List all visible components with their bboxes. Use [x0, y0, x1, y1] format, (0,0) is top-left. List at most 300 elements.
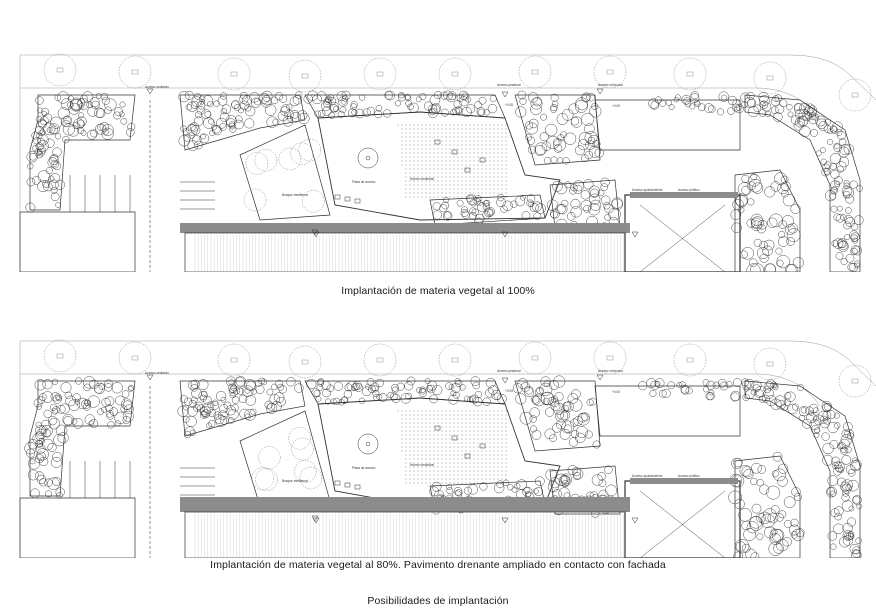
garden-dot [401, 140, 402, 141]
garden-dot [401, 434, 402, 435]
shrub [585, 431, 592, 438]
shrub [351, 101, 357, 107]
garden-dot [405, 458, 406, 459]
garden-dot [433, 434, 434, 435]
garden-dot [413, 152, 414, 153]
site-plan-drawing [0, 286, 876, 558]
shrub [275, 92, 283, 100]
garden-dot [489, 446, 490, 447]
garden-dot [421, 160, 422, 161]
garden-dot [453, 418, 454, 419]
garden-dot [497, 418, 498, 419]
shrub [581, 113, 594, 126]
garden-dot [405, 434, 406, 435]
garden-dot [457, 148, 458, 149]
garden-dot [453, 128, 454, 129]
shrub [794, 103, 801, 110]
shrub [28, 470, 38, 480]
garden-dot [413, 422, 414, 423]
garden-dot [489, 148, 490, 149]
garden-dot [505, 430, 506, 431]
garden-dot [481, 140, 482, 141]
garden-dot [469, 462, 470, 463]
garden-dot [449, 128, 450, 129]
garden-dot [501, 132, 502, 133]
shrub [833, 524, 843, 534]
garden-dot [413, 140, 414, 141]
garden-dot [505, 152, 506, 153]
garden-dot [441, 176, 442, 177]
garden-dot [453, 164, 454, 165]
garden-dot [493, 454, 494, 455]
shrub [731, 393, 739, 401]
garden-dot [453, 156, 454, 157]
garden-dot [409, 124, 410, 125]
garden-dot [433, 144, 434, 145]
garden-dot [465, 410, 466, 411]
shrub [759, 485, 769, 495]
garden-dot [405, 454, 406, 455]
garden-dot [453, 124, 454, 125]
shrub [98, 409, 104, 415]
shrub [769, 214, 782, 227]
garden-dot [401, 156, 402, 157]
garden-dot [481, 160, 482, 161]
shrub [256, 385, 264, 393]
shrub [462, 211, 470, 219]
shrub [593, 441, 600, 448]
shrub [760, 254, 769, 263]
shrub [844, 234, 849, 239]
garden-dot [433, 168, 434, 169]
garden-dot [405, 450, 406, 451]
garden-dot [405, 124, 406, 125]
garden-dot [497, 172, 498, 173]
tree-pit [231, 72, 237, 76]
garden-dot [453, 414, 454, 415]
street-tree [519, 342, 551, 374]
garden-dot [481, 144, 482, 145]
garden-dot [405, 430, 406, 431]
tree-pit [607, 356, 613, 360]
caption-vegetation-100: Implantación de materia vegetal al 100% [341, 285, 535, 297]
shrub [783, 194, 795, 206]
garden-dot [505, 466, 506, 467]
shrub [216, 118, 226, 128]
garden-dot [401, 422, 402, 423]
forest-area [240, 125, 330, 220]
shrub [550, 209, 559, 218]
garden-dot [429, 144, 430, 145]
garden-dot [469, 418, 470, 419]
garden-dot [453, 438, 454, 439]
garden-dot [469, 160, 470, 161]
garden-dot [473, 156, 474, 157]
garden-dot [441, 128, 442, 129]
garden-dot [413, 160, 414, 161]
garden-dot [453, 196, 454, 197]
garden-dot [405, 442, 406, 443]
garden-dot [485, 450, 486, 451]
garden-dot [485, 426, 486, 427]
garden-dot [401, 450, 402, 451]
garden-dot [417, 422, 418, 423]
garden-dot [481, 478, 482, 479]
garden-dot [461, 168, 462, 169]
shrub [101, 93, 108, 100]
garden-dot [441, 434, 442, 435]
garden-dot [425, 136, 426, 137]
garden-dot [453, 458, 454, 459]
garden-dot [461, 470, 462, 471]
shrub [392, 387, 398, 393]
bench [345, 483, 350, 487]
access-marker [502, 92, 508, 97]
garden-dot [449, 438, 450, 439]
garden-dot [401, 438, 402, 439]
shrub [536, 204, 546, 214]
shrub [722, 95, 727, 100]
garden-dot [445, 474, 446, 475]
garden-dot [405, 410, 406, 411]
garden-dot [433, 422, 434, 423]
garden-dot [445, 176, 446, 177]
garden-dot [465, 188, 466, 189]
forest-area [240, 411, 330, 506]
garden-dot [469, 136, 470, 137]
shrub [254, 98, 261, 105]
shrub [821, 159, 827, 165]
garden-dot [441, 140, 442, 141]
garden-dot [489, 140, 490, 141]
tree-pit [852, 93, 858, 97]
shrub [115, 412, 127, 424]
garden-dot [449, 482, 450, 483]
shrub [268, 403, 275, 410]
garden-dot [405, 438, 406, 439]
tree-pit [231, 358, 237, 362]
bench [480, 444, 485, 448]
garden-dot [501, 462, 502, 463]
garden-dot [481, 180, 482, 181]
garden-dot [421, 140, 422, 141]
garden-dot [477, 192, 478, 193]
garden-dot [449, 458, 450, 459]
garden-dot [449, 192, 450, 193]
garden-dot [441, 184, 442, 185]
shrub [261, 97, 271, 107]
tree-canopy [252, 468, 274, 490]
bench [335, 195, 340, 199]
garden-dot [413, 450, 414, 451]
garden-dot [421, 438, 422, 439]
garden-dot [457, 128, 458, 129]
garden-dot [409, 132, 410, 133]
garden-dot [473, 438, 474, 439]
garden-dot [505, 418, 506, 419]
garden-dot [433, 128, 434, 129]
garden-dot [489, 438, 490, 439]
garden-dot [453, 136, 454, 137]
garden-dot [409, 446, 410, 447]
garden-dot [449, 414, 450, 415]
shrub [110, 408, 118, 416]
garden-dot [425, 164, 426, 165]
site-plan-100 [0, 0, 876, 272]
shrub [848, 480, 859, 491]
garden-dot [477, 136, 478, 137]
garden-dot [469, 176, 470, 177]
garden-dot [445, 160, 446, 161]
garden-dot [409, 450, 410, 451]
garden-dot [505, 426, 506, 427]
garden-dot [505, 458, 506, 459]
garden-dot [429, 474, 430, 475]
garden-dot [473, 124, 474, 125]
garden-dot [421, 410, 422, 411]
label-access-center: Acceso centrado [145, 85, 169, 89]
garden-dot [481, 450, 482, 451]
garden-dot [453, 132, 454, 133]
label-garden: Huerto medicinal [410, 463, 434, 467]
garden-dot [445, 180, 446, 181]
garden-dot [505, 184, 506, 185]
garden-dot [425, 144, 426, 145]
garden-dot [405, 180, 406, 181]
garden-dot [481, 446, 482, 447]
shrub [531, 98, 542, 109]
garden-dot [433, 124, 434, 125]
shrub [210, 130, 216, 136]
garden-dot [485, 176, 486, 177]
shrub [290, 97, 299, 106]
garden-dot [469, 442, 470, 443]
garden-dot [401, 128, 402, 129]
garden-dot [501, 148, 502, 149]
street-tree [674, 58, 706, 90]
garden-dot [429, 478, 430, 479]
garden-dot [413, 148, 414, 149]
garden-dot [505, 470, 506, 471]
garden-dot [441, 156, 442, 157]
garden-dot [477, 478, 478, 479]
shrub [770, 529, 783, 542]
garden-dot [413, 168, 414, 169]
garden-dot [429, 188, 430, 189]
garden-dot [465, 176, 466, 177]
garden-dot [437, 430, 438, 431]
garden-dot [413, 410, 414, 411]
shrub [775, 173, 787, 185]
garden-dot [429, 132, 430, 133]
street-tree [289, 60, 321, 92]
garden-dot [437, 454, 438, 455]
garden-dot [473, 418, 474, 419]
garden-dot [473, 192, 474, 193]
shrub [186, 104, 192, 110]
access-marker [502, 518, 508, 523]
garden-dot [489, 164, 490, 165]
garden-dot [481, 438, 482, 439]
garden-dot [405, 168, 406, 169]
garden-dot [485, 168, 486, 169]
garden-dot [421, 482, 422, 483]
garden-dot [501, 478, 502, 479]
garden-dot [473, 458, 474, 459]
garden-dot [457, 184, 458, 185]
garden-dot [473, 148, 474, 149]
garden-dot [433, 156, 434, 157]
garden-dot [477, 466, 478, 467]
garden-dot [425, 140, 426, 141]
shrub [216, 416, 227, 427]
garden-dot [469, 196, 470, 197]
garden-dot [457, 414, 458, 415]
garden-dot [437, 168, 438, 169]
garden-dot [417, 124, 418, 125]
garden-dot [469, 422, 470, 423]
shrub [830, 544, 836, 550]
garden-dot [449, 430, 450, 431]
shrub [836, 252, 843, 259]
garden-dot [497, 462, 498, 463]
garden-dot [413, 446, 414, 447]
shrub [758, 466, 766, 474]
shrub [203, 396, 211, 404]
garden-dot [481, 466, 482, 467]
shrub [56, 203, 61, 208]
garden-dot [437, 450, 438, 451]
shrub [461, 207, 467, 213]
garden-dot [489, 478, 490, 479]
shrub [764, 386, 771, 393]
shrub [749, 175, 761, 187]
shrub [775, 105, 784, 114]
shrub [81, 130, 86, 135]
garden-dot [433, 442, 434, 443]
shrub [731, 210, 741, 220]
garden-dot [489, 124, 490, 125]
garden-dot [433, 454, 434, 455]
bench [435, 140, 440, 144]
garden-dot [489, 422, 490, 423]
garden-dot [437, 474, 438, 475]
shrub [318, 378, 324, 384]
shrub [112, 382, 123, 393]
garden-dot [437, 442, 438, 443]
garden-dot [505, 132, 506, 133]
garden-dot [473, 470, 474, 471]
garden-dot [469, 180, 470, 181]
garden-dot [421, 458, 422, 459]
bench [435, 426, 440, 430]
garden-dot [469, 430, 470, 431]
garden-dot [409, 426, 410, 427]
tree-canopy [255, 469, 277, 491]
garden-dot [461, 462, 462, 463]
shrub [787, 229, 800, 242]
garden-dot [441, 438, 442, 439]
garden-dot [433, 188, 434, 189]
garden-dot [501, 156, 502, 157]
garden-dot [501, 176, 502, 177]
label-plaza: Plaza de acceso [352, 180, 376, 184]
shrub [839, 537, 850, 548]
garden-dot [473, 410, 474, 411]
garden-dot [473, 414, 474, 415]
garden-dot [417, 446, 418, 447]
garden-dot [497, 160, 498, 161]
garden-dot [493, 438, 494, 439]
tree-pit [767, 76, 773, 80]
garden-dot [409, 160, 410, 161]
garden-dot [445, 478, 446, 479]
garden-dot [437, 446, 438, 447]
garden-dot [453, 482, 454, 483]
garden-dot [409, 470, 410, 471]
garden-dot [409, 184, 410, 185]
garden-dot [465, 446, 466, 447]
garden-dot [417, 156, 418, 157]
shrub [108, 421, 115, 428]
garden-dot [493, 180, 494, 181]
shrub [569, 438, 578, 447]
garden-dot [485, 474, 486, 475]
garden-dot [437, 132, 438, 133]
shrub [556, 410, 568, 422]
bench [345, 197, 350, 201]
garden-dot [449, 136, 450, 137]
garden-dot [417, 168, 418, 169]
label-forest: Bosque mediterral [282, 479, 308, 483]
garden-dot [485, 160, 486, 161]
garden-dot [497, 184, 498, 185]
garden-dot [445, 418, 446, 419]
shrub [841, 258, 847, 264]
garden-dot [453, 426, 454, 427]
shrub [441, 109, 448, 116]
shrub [205, 111, 211, 117]
shrub [554, 376, 566, 388]
garden-dot [505, 160, 506, 161]
shrub [605, 466, 613, 474]
shrub [771, 505, 779, 513]
shrub [231, 101, 239, 109]
shrub [834, 214, 841, 221]
shrub [555, 392, 564, 401]
garden-dot [457, 434, 458, 435]
street-tree [839, 79, 871, 111]
garden-dot [473, 172, 474, 173]
garden-dot [457, 450, 458, 451]
garden-dot [413, 478, 414, 479]
garden-dot [413, 128, 414, 129]
shrub [545, 124, 557, 136]
garden-dot [481, 474, 482, 475]
shrub [827, 488, 835, 496]
shrub [650, 390, 657, 397]
shrub [41, 420, 50, 429]
shrub [749, 259, 757, 267]
shrub [359, 95, 365, 101]
shrub [834, 413, 839, 418]
shrub [55, 180, 65, 190]
garden-dot [449, 144, 450, 145]
shrub [30, 459, 35, 464]
garden-dot [425, 478, 426, 479]
garden-dot [409, 438, 410, 439]
garden-dot [437, 140, 438, 141]
